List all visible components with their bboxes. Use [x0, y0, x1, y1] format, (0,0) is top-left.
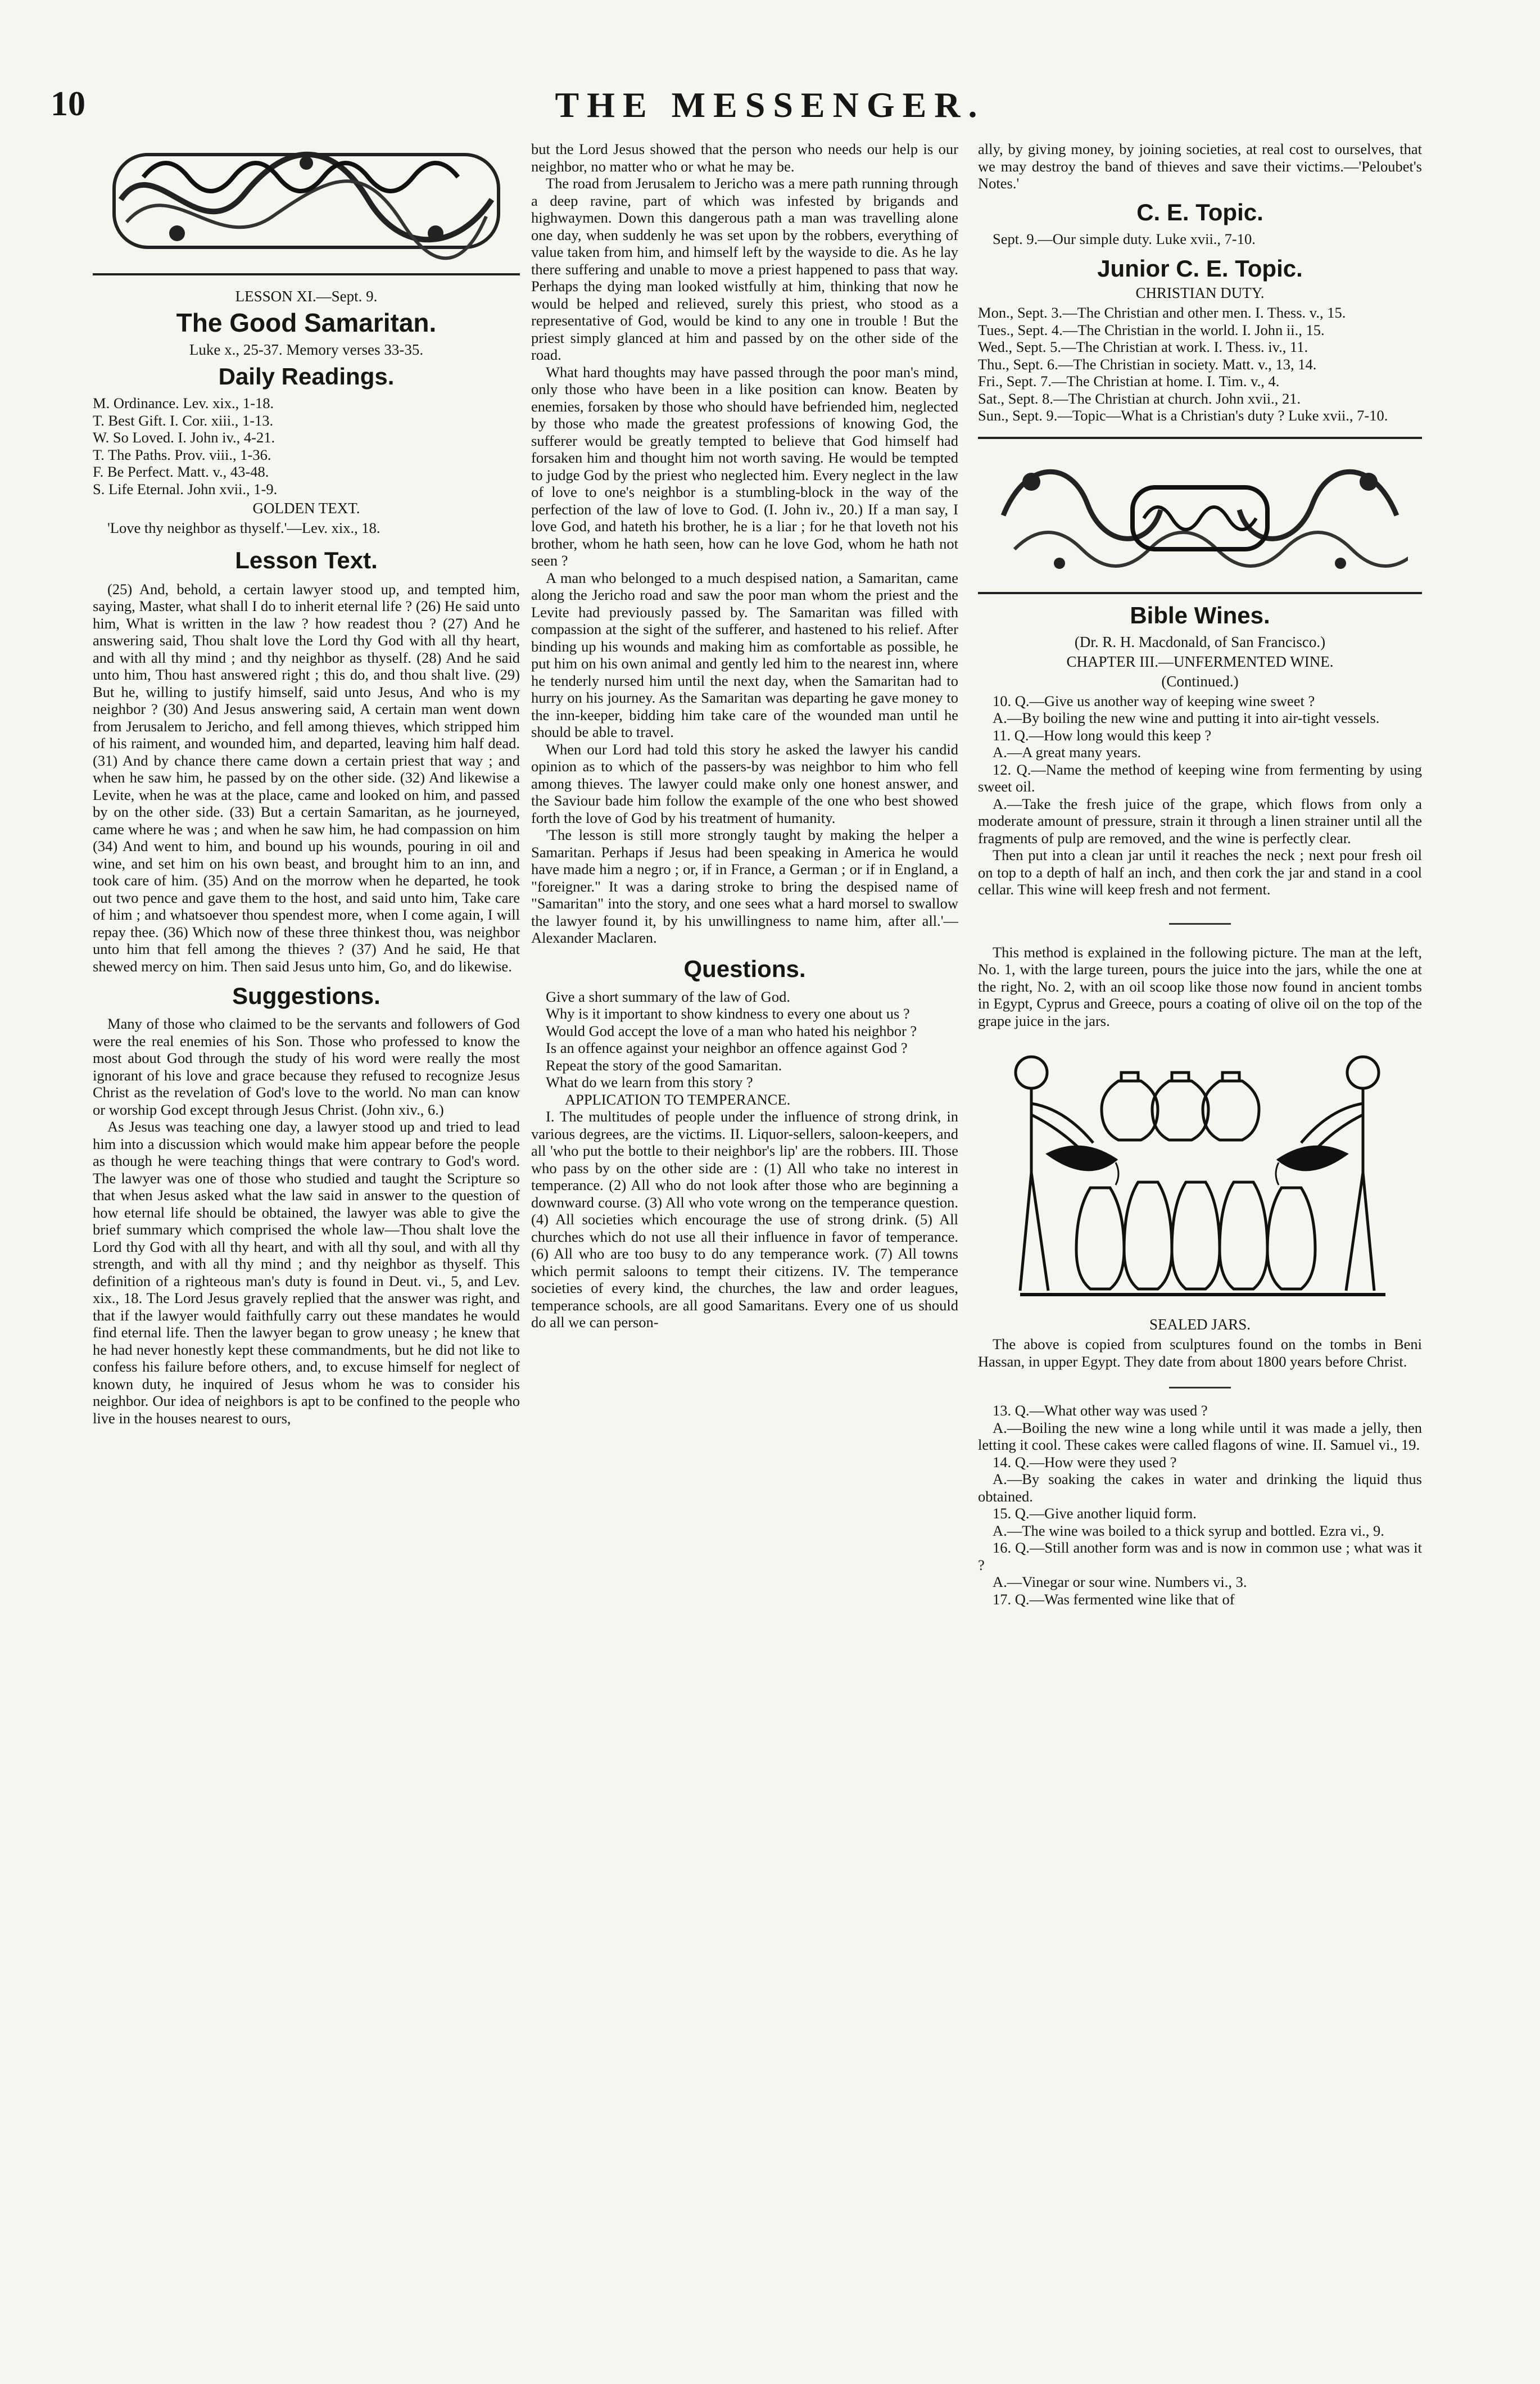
method-paragraph: This method is explained in the following picture. The man at the left, No. 1, with the large tureen, pours the juice into the jars, while the one at the right, No. 2, with an oil scoop like those now found in ancient tombs in Egypt, Cyprus and Greece, pours a coating of olive oil on the top of the grape juice in the jars.	[978, 943, 1422, 1029]
junior-ce-item: Tues., Sept. 4.—The Christian in the world. I. John ii., 15.	[978, 321, 1325, 338]
bible-wines-chapter: CHAPTER III.—UNFERMENTED WINE.	[1066, 653, 1334, 670]
column-3	[978, 141, 1422, 1608]
qa-item: 15. Q.—Give another liquid form.	[993, 1505, 1197, 1522]
daily-reading: M. Ordinance. Lev. xix., 1-18.	[93, 395, 274, 411]
junior-ce-item: Sat., Sept. 8.—The Christian at church. John xvii., 21.	[978, 390, 1301, 407]
qa-item: 13. Q.—What other way was used ?	[993, 1402, 1208, 1419]
masthead: THE MESSENGER.	[555, 85, 985, 125]
sealed-jars-illustration	[998, 1042, 1402, 1311]
question: Why is it important to show kindness to every one about us ?	[546, 1005, 910, 1022]
question: Give a short summary of the law of God.	[546, 988, 790, 1005]
bible-wines-heading: Bible Wines.	[1130, 601, 1270, 628]
junior-ce-item: Thu., Sept. 6.—The Christian in society. Matt. v., 13, 14.	[978, 355, 1317, 373]
sunday-school-ornament	[110, 138, 503, 264]
lesson-text: (25) And, behold, a certain lawyer stood up, and tempted him, saying, Master, what shall I do to inherit eternal life ? (26) He said unto him, What is written in the law ? how readest thou ? (27) And he answering said, Thou shalt love the Lord thy God with all thy heart, and with all thy mind ; and thy neighbor as thyself. (28) And he said unto him, Thou hast answered right ; this do, and thou shalt live. (29) But he, willing to justify himself, said unto Jesus, And who is my neighbor ? (30) And Jesus answering said, A certain man went down from Jerusalem to Jericho, and fell among thieves, which stripped him of his raiment, and wounded him, and departed, leaving him half dead. (31) And by chance there came down a certain priest that way ; and when he saw him, he passed by on the other side. (32) And likewise a Levite, when he was at the place, came and looked on him, and passed by on the other side. (33) But a certain Samaritan, as he journeyed, came where he was ; and when he saw him, he had compassion on him (34) And went to him, and bound up his wounds, pouring in oil and wine, and set him on his own beast, and brought him to an inn, and took care of him. (35) And on the morrow when he departed, he took out two pence and gave them to the host, and said unto him, Take care of him ; and whatsoever thou spendest more, when I come again, I will repay thee. (36) Which now of these three thinkest thou, was neighbor unto him that fell among the thieves ? (37) And he said, He that shewed mercy on him. Then said Jesus unto him, Go, and do likewise.	[93, 580, 520, 975]
qa-item: 12. Q.—Name the method of keeping wine from fermenting by using sweet oil.	[978, 761, 1422, 795]
daily-reading: T. The Paths. Prov. viii., 1-36.	[93, 446, 271, 463]
body-paragraph: The road from Jerusalem to Jericho was a mere path running through a deep ravine, part of which was infested by brigands and highwaymen. Down this dangerous path a man was travelling alone one day, when suddenly he was set upon by the robbers, everything of value taken from him, and himself left by the wayside to die. As he lay there suffering and unable to move a priest happened to pass that way. Perhaps the dying man looked wistfully at him, thinking that now he would be helped and relieved, surely this priest, who stood as a representative of God, would be kind to any one in trouble ! But the priest simply glanced at him and passed by on the other side of the road.	[531, 175, 958, 363]
bible-wines-continued: (Continued.)	[1161, 672, 1239, 690]
golden-text-heading: GOLDEN TEXT.	[252, 500, 360, 517]
qa-item: 10. Q.—Give us another way of keeping wine sweet ?	[993, 692, 1315, 709]
divider	[1169, 1387, 1231, 1388]
qa-item: 14. Q.—How were they used ?	[993, 1453, 1177, 1471]
question: Repeat the story of the good Samaritan.	[546, 1056, 782, 1074]
daily-readings-heading: Daily Readings.	[218, 363, 395, 390]
question: Would God accept the love of a man who hated his neighbor ?	[546, 1022, 917, 1039]
suggestions-heading: Suggestions.	[232, 983, 381, 1009]
page-header	[51, 84, 1489, 135]
application-text: I. The multitudes of people under the influence of strong drink, in various degrees, are the victims. II. Liquor-sellers, saloon-keepers, and all 'who put the bottle to their neighbor's lip' are the robbers. III. Those who pass by on the other side are : (1) All who take no interest in temperance. (2) All who do not look after those who are beginning a downward course. (3) All who vote wrong on the temperance question. (4) All societies which encourage the use of strong drink. (5) All churches which do not use all their influence in favor of temperance. (6) All who are too busy to do any temperance work. (7) All towns which permit saloons to tempt their citizens. IV. The temperance societies of every kind, the churches, the law and order leagues, temperance schools, are all good Samaritans. Every one of us should do all we can person-	[531, 1108, 958, 1331]
lesson-title: The Good Samaritan.	[176, 308, 437, 337]
daily-reading: F. Be Perfect. Matt. v., 43-48.	[93, 463, 269, 480]
questions-heading: Questions.	[683, 955, 806, 982]
body-paragraph: A man who belonged to a much despised nation, a Samaritan, came along the Jericho road and saw the poor man whom the priest and the Levite had previously passed by. The Samaritan was filled with compassion at the sight of the sufferer, and hastened to his relief. After binding up his wounds and making him as comfortable as possible, he put him on his own animal and gently led him to the nearest inn, where he tenderly nursed him until the next day, when the Samaritan had to hurry on his journey. As the Samaritan was departing he gave money to the inn-keeper, bidding him take care of the wounded man until he should be able to travel.	[531, 569, 958, 740]
page-number: 10	[51, 85, 85, 123]
lesson-reference: Luke x., 25-37. Memory verses 33-35.	[189, 341, 424, 358]
question: Is an offence against your neighbor an offence against God ?	[546, 1039, 908, 1056]
quote-paragraph: 'The lesson is still more strongly taught by making the helper a Samaritan. Perhaps if Jesus had been speaking in America he would have made him a negro ; or, if in France, a German ; or if in England, a "foreigner." It was a daring stroke to bring the despised name of "Samaritan" into the story, and one sees what a hard morsel to swallow the lawyer found it, by his unwillingness to name him, after all.'—Alexander Maclaren.	[531, 826, 958, 946]
daily-readings	[93, 395, 520, 497]
junior-ce-heading: Junior C. E. Topic.	[1097, 255, 1303, 282]
qa-item: A.—A great many years.	[993, 744, 1142, 761]
column-2	[531, 141, 958, 1331]
body-paragraph: When our Lord had told this story he asked the lawyer his candid opinion as to which of the passers-by was neighbor to him who fell among thieves. The lawyer could make only one honest answer, and the Saviour bade him follow the example of the one who best showed forth the love of God by his treatment of humanity.	[531, 740, 958, 826]
golden-text: 'Love thy neighbor as thyself.'—Lev. xix., 18.	[107, 519, 381, 536]
column-1	[93, 138, 520, 1427]
junior-ce-subheading: CHRISTIAN DUTY.	[1135, 284, 1265, 301]
figure-caption: SEALED JARS.	[1149, 1316, 1251, 1333]
figure-text: The above is copied from sculptures found on the tombs in Beni Hassan, in upper Egypt. They date from about 1800 years before Christ.	[978, 1336, 1422, 1370]
qa-item: A.—Take the fresh juice of the grape, which flows from only a moderate amount of pressure, strain it through a linen strainer until all the fragments of pulp are removed, and the wine is perfectly clear.	[978, 795, 1422, 847]
junior-ce-list	[978, 304, 1422, 424]
lesson-number: LESSON XI.—Sept. 9.	[235, 288, 378, 305]
junior-ce-item: Fri., Sept. 7.—The Christian at home. I. Tim. v., 4.	[978, 373, 1280, 390]
suggestion-paragraph: Many of those who claimed to be the servants and followers of God were the real enemies of his Son. Those who professed to know the most about God through the study of his word were really the most ignorant of his love and grace because they refused to recognize Jesus Christ as the revelation of God's love to the world. No man can know or worship God except through Jesus Christ. (John xiv., 6.)	[93, 1015, 520, 1118]
ce-topic-text: Sept. 9.—Our simple duty. Luke xvii., 7-10.	[993, 230, 1256, 247]
divider	[93, 273, 520, 275]
junior-ce-item: Sun., Sept. 9.—Topic—What is a Christian's duty ? Luke xvii., 7-10.	[978, 407, 1388, 424]
junior-ce-item: Mon., Sept. 3.—The Christian and other men. I. Thess. v., 15.	[978, 304, 1346, 321]
temperance-ornament	[992, 448, 1408, 583]
application-heading: APPLICATION TO TEMPERANCE.	[565, 1091, 791, 1108]
qa-item: A.—By boiling the new wine and putting it into air-tight vessels.	[993, 709, 1380, 726]
daily-reading: W. So Loved. I. John iv., 4-21.	[93, 429, 275, 446]
divider	[1169, 923, 1231, 925]
daily-reading: S. Life Eternal. John xvii., 1-9.	[93, 480, 278, 497]
qa-item: 17. Q.—Was fermented wine like that of	[993, 1590, 1235, 1608]
body-paragraph: What hard thoughts may have passed through the poor man's mind, only those who have been in a like position can know. Beaten by enemies, forsaken by those who should have befriended him, neglected by those who made the greatest professions of knowing God, the sufferer would be greatly tempted to believe that God himself had forsaken him and thought him not worth saving. He would be tempted to judge God by the priest who neglected him. Every neglect in the law of love to one's neighbor is a stumbling-block in the way of the perfection of the law of love to God. (I. John iv., 20.) If a man say, I love God, and hateth his brother, he is a liar ; for he that loveth not his brother, whom he hath seen, how can he love God, whom he hath not seen ?	[531, 363, 958, 569]
qa-item: A.—Vinegar or sour wine. Numbers vi., 3.	[993, 1573, 1247, 1590]
divider	[978, 592, 1422, 594]
bible-wines-author: (Dr. R. H. Macdonald, of San Francisco.)	[1074, 633, 1326, 650]
body-paragraph: ally, by giving money, by joining societies, at real cost to ourselves, that we may destroy the band of thieves and save their victims.—'Peloubet's Notes.'	[978, 141, 1422, 192]
divider	[978, 437, 1422, 439]
junior-ce-item: Wed., Sept. 5.—The Christian at work. I. Thess. iv., 11.	[978, 338, 1308, 355]
question: What do we learn from this story ?	[546, 1074, 753, 1091]
qa-item: A.—By soaking the cakes in water and drinking the liquid thus obtained.	[978, 1471, 1422, 1505]
ce-topic-heading: C. E. Topic.	[1136, 198, 1263, 225]
qa-item: 11. Q.—How long would this keep ?	[993, 726, 1212, 744]
lesson-text-heading: Lesson Text.	[235, 546, 378, 573]
body-paragraph: but the Lord Jesus showed that the person who needs our help is our neighbor, no matter who or what he may be.	[531, 141, 958, 175]
qa-item: Then put into a clean jar until it reaches the neck ; next pour fresh oil on top to a depth of half an inch, and then cork the jar and stand in a cool cellar. This wine will keep fresh and not ferment.	[978, 847, 1422, 898]
daily-reading: T. Best Gift. I. Cor. xiii., 1-13.	[93, 411, 274, 429]
suggestion-paragraph: As Jesus was teaching one day, a lawyer stood up and tried to lead him into a discussion which would make him appear before the people as though he were teaching things that were contrary to God's word. The lawyer was one of those who studied and taught the Scripture so that when Jesus asked what the law said in answer to the question of how eternal life should be obtained, the lawyer was able to give the brief summary which comprised the whole law—Thou shalt love the Lord thy God with all thy heart, and with all thy soul, and with all thy strength, and with all thy mind ; and thy neighbor as thyself. This definition of a righteous man's duty is found in Deut. vi., 5, and Lev. xix., 18. The Lord Jesus gravely replied that the answer was right, and that if the lawyer would faithfully carry out these mandates he would find eternal life. Then the lawyer began to grow uneasy ; he knew that he had never honestly kept these commandments, but he did not like to confess his failure before others, and, to excuse himself for neglect of known duty, he inquired of Jesus whom he was to consider his neighbor. Our idea of neighbors is apt to be confined to the people who live in the houses nearest to ours,	[93, 1118, 520, 1427]
qa-item: 16. Q.—Still another form was and is now in common use ; what was it ?	[978, 1539, 1422, 1573]
qa-item: A.—Boiling the new wine a long while until it was made a jelly, then letting it cool. These cakes were called flagons of wine. II. Samuel vi., 19.	[978, 1419, 1422, 1453]
qa-item: A.—The wine was boiled to a thick syrup and bottled. Ezra vi., 9.	[993, 1522, 1384, 1539]
